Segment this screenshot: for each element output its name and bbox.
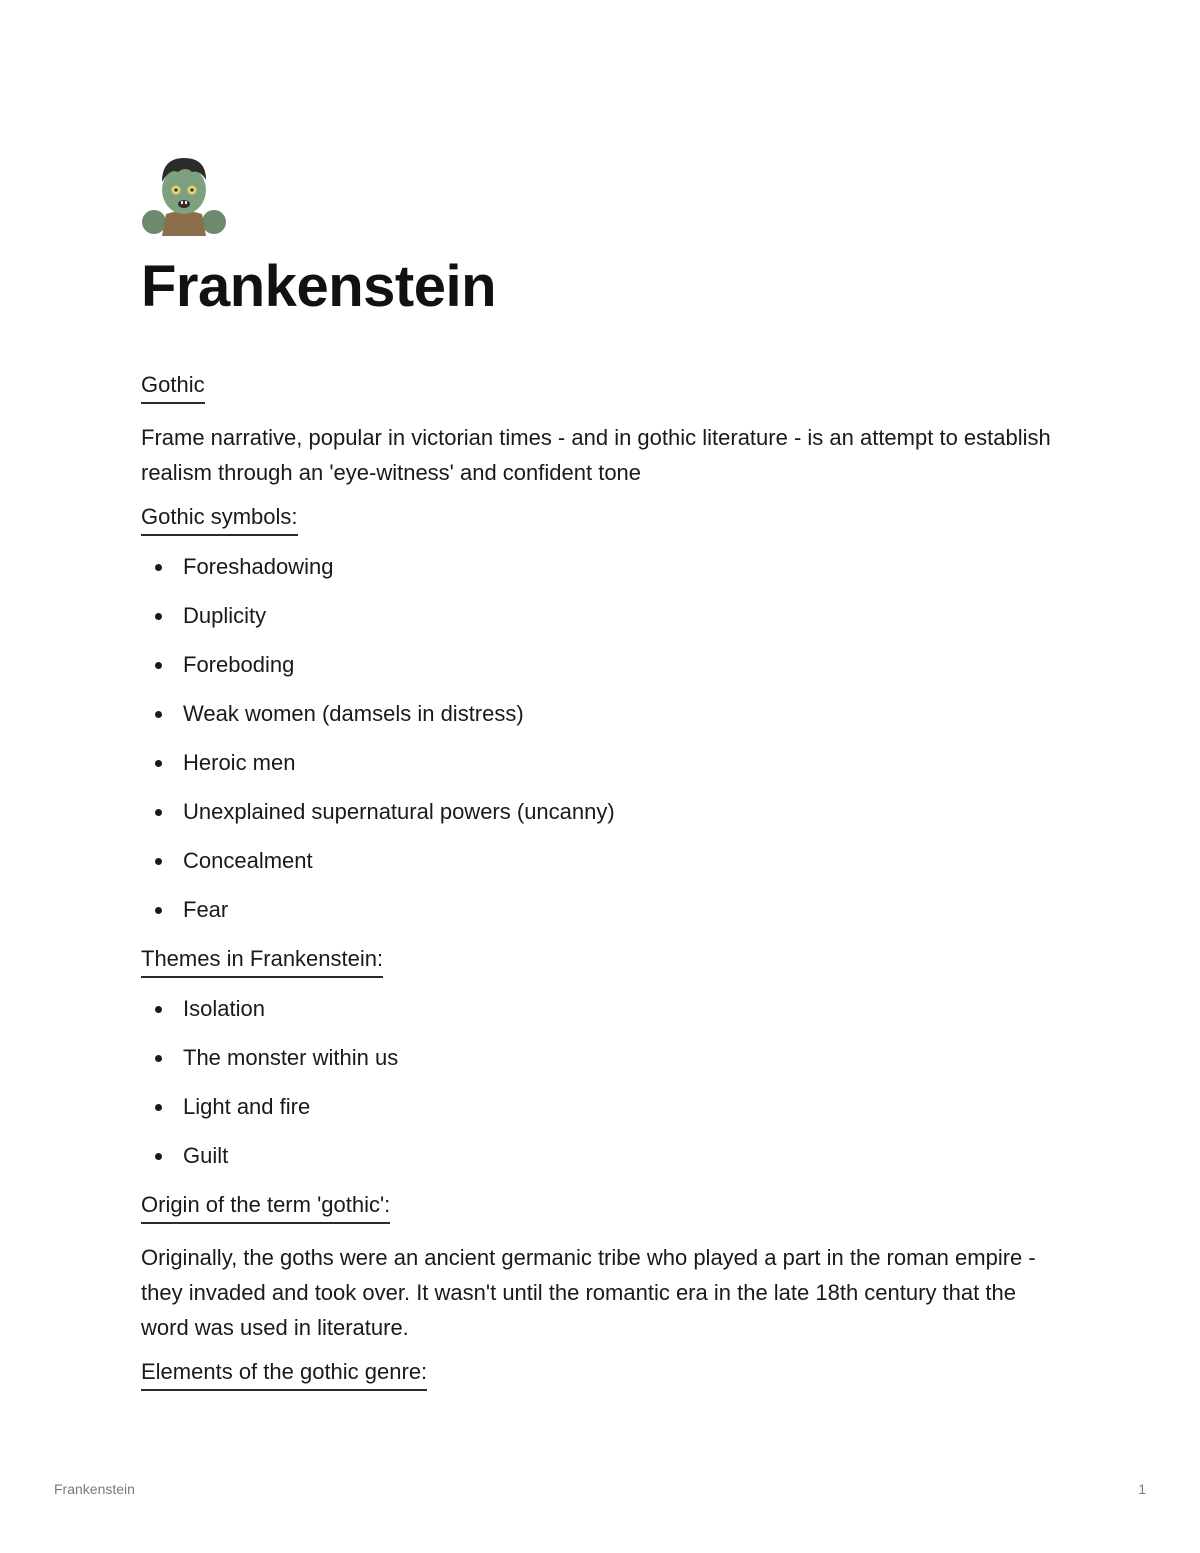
section-heading-gothic-symbols: Gothic symbols: bbox=[141, 502, 298, 536]
page-content bbox=[141, 370, 1061, 1399]
gothic-symbols-list bbox=[141, 552, 1061, 944]
list-item: Foreshadowing bbox=[141, 552, 1061, 601]
themes-list bbox=[141, 994, 1061, 1190]
list-item: Fear bbox=[141, 895, 1061, 944]
footer-title: Frankenstein bbox=[54, 1481, 135, 1497]
paragraph-frame-narrative: Frame narrative, popular in victorian times - and in gothic literature - is an attempt to establish realism through an 'eye-witness' and confident tone bbox=[141, 425, 1051, 485]
list-item: Duplicity bbox=[141, 601, 1061, 650]
section-heading-gothic: Gothic bbox=[141, 370, 205, 404]
footer-page-number: 1 bbox=[1138, 1481, 1146, 1497]
list-item: Unexplained supernatural powers (uncanny) bbox=[141, 797, 1061, 846]
page-title: Frankenstein bbox=[141, 254, 496, 319]
section-heading-origin: Origin of the term 'gothic': bbox=[141, 1190, 390, 1224]
section-heading-themes: Themes in Frankenstein: bbox=[141, 944, 383, 978]
list-item: Concealment bbox=[141, 846, 1061, 895]
list-item: Weak women (damsels in distress) bbox=[141, 699, 1061, 748]
list-item: Isolation bbox=[141, 994, 1061, 1043]
list-item: Light and fire bbox=[141, 1092, 1061, 1141]
section-heading-elements: Elements of the gothic genre: bbox=[141, 1357, 427, 1391]
list-item: Foreboding bbox=[141, 650, 1061, 699]
list-item: Heroic men bbox=[141, 748, 1061, 797]
paragraph-origin: Originally, the goths were an ancient germanic tribe who played a part in the roman empire - they invaded and took over. It wasn't until the romantic era in the late 18th century that the word was used in literature. bbox=[141, 1245, 1036, 1340]
list-item: Guilt bbox=[141, 1141, 1061, 1190]
list-item: The monster within us bbox=[141, 1043, 1061, 1092]
zombie-icon bbox=[140, 150, 228, 240]
